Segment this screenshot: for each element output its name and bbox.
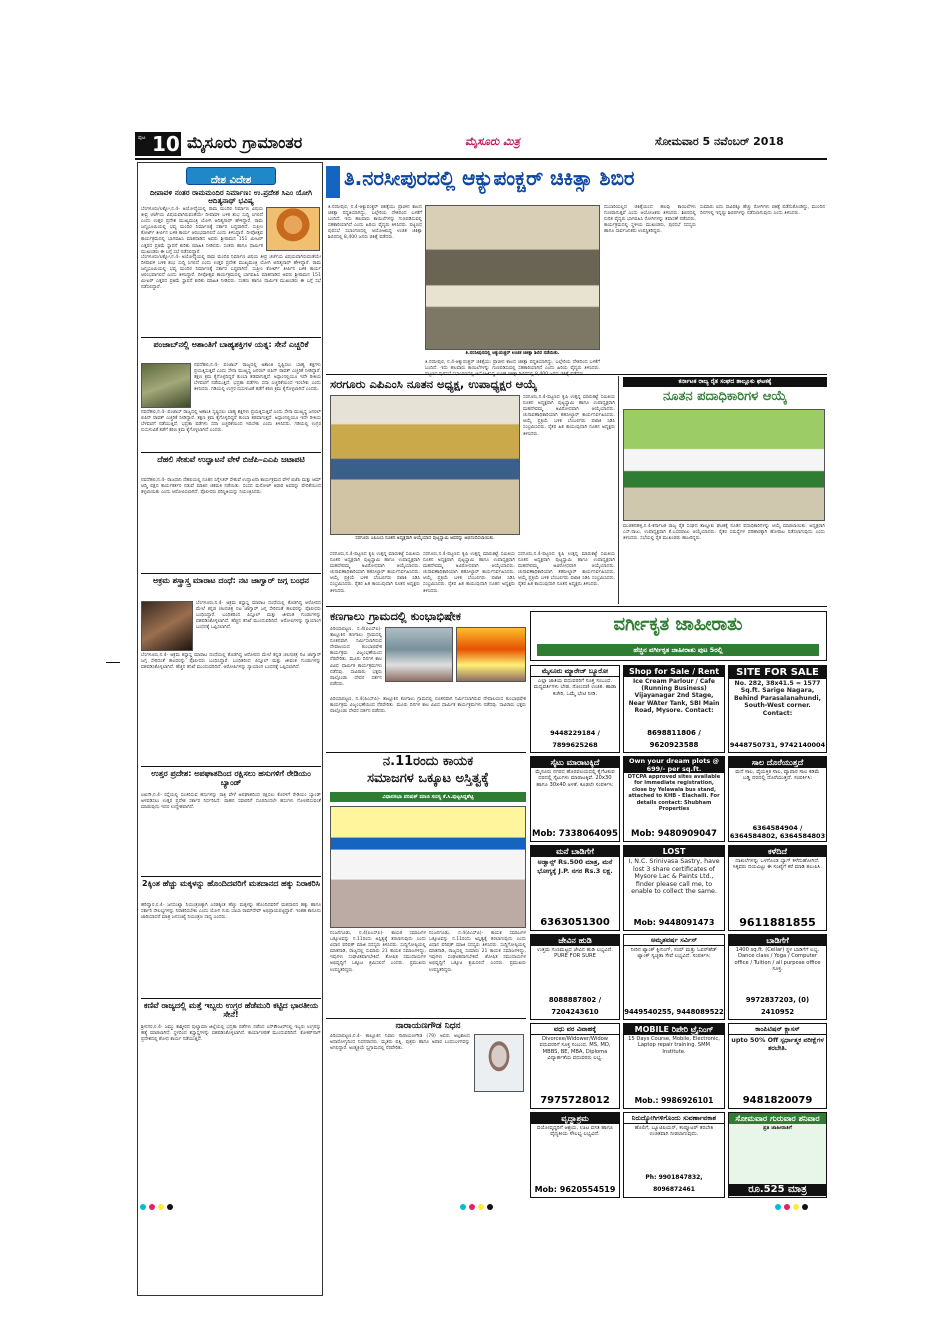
registration-mark [460, 1204, 466, 1210]
story2-photo [141, 363, 191, 408]
ad-phone: 9448229184 / 7899625268 [550, 729, 600, 749]
masthead: ಮೈಸೂರು ಮಿತ್ರ [465, 135, 520, 148]
divider [141, 876, 321, 877]
ad-title: ನಿರುದ್ಯೋಗಿಗಳಿಗೊಂದು ಸುವರ್ಣಾವಕಾಶ [624, 1113, 724, 1124]
classified-ad [623, 1112, 725, 1198]
divider [326, 374, 827, 375]
story4-text: ಬೆಂಗಳೂರು,ನ.4- ಅಕ್ರಮ ಶಸ್ತ್ರಾಸ್ತ್ರ ಮಾರಾಟ ದಂಧೆಯಲ್ಲಿ ತೊಡಗಿದ್ದ ಆರೋಪದ ಮೇಲೆ ಕನ್ನಡ ಚಲನಚಿತ್ರ ನಟ ಜಾಗ್ವಾರ್ ಜಗ್ಗ ಸೇರಿದಂತೆ ಹಲವರನ್ನು ಪೊಲೀಸರು ಬಂಧಿಸಿದ್ದಾರೆ. ಬಂಧಿತರಿಂದ ಪಿಸ್ತೂಲ್ ಮತ್ತು ಜೀವಂತ ಗುಂಡುಗಳನ್ನು ವಶಪಡಿಸಿಕೊಳ್ಳಲಾಗಿದೆ. ಹೆಚ್ಚಿನ ತನಿಖೆ ಮುಂದುವರಿದಿದೆ. ಆರೋಪಿಗಳನ್ನು ನ್ಯಾಯಾಂಗ ಬಂಧನಕ್ಕೆ ಒಪ್ಪಿಸಲಾಗಿದೆ. [196, 601, 321, 631]
classified-ad [530, 756, 620, 842]
main-text-c: ಸುಮಾರು ಐದು ಸಾವಿರಕ್ಕೂ ಹೆಚ್ಚು ರೋಗಿಗಳು ಚಿಕಿತ್ಸೆ ಪಡೆದುಕೊಂಡಿದ್ದು, ಮುಂದಿನ ದಿನಗಳಲ್ಲಿ ಇನ್ನಷ್ಟು ಶಿಬಿರಗಳನ್ನು ನಡೆಸಲಾಗುವುದು ಎಂದು ತಿಳಿಸಿದರು. [700, 205, 825, 217]
sargur-caption: ಸರಗೂರು ಎಪಿಎಂಸಿ ನೂತನ ಅಧ್ಯಕ್ಷರಾಗಿ ಆಯ್ಕೆಯಾದ ಪುಟ್ಟಸ್ವಾಮಿ ಅವರನ್ನು ಅಭಿನಂದಿಸಲಾಯಿತು. [330, 536, 520, 550]
main-text-d: ತಿ.ನರಸೀಪುರ, ನ.4-ಆಕ್ಯುಪಂಕ್ಚರ್ ಚಿಕಿತ್ಸೆಯು ಪ್ರಾಚೀನ ಕಾಲದ ಚಿಕಿತ್ಸಾ ಪದ್ಧತಿಯಾಗಿದ್ದು, ಬಲ್ಗೇರಿಯ ದೇಶದಿಂದ ಬಳಕೆಗೆ ಬಂದಿದೆ. ಇದು ಹಲವಾರು ಕಾಯಿಲೆಗಳನ್ನು ಗುಣಪಡಿಸುವಲ್ಲಿ ಸಹಕಾರಿಯಾಗಿದೆ ಎಂದು ಹಿರಿಯ ವೈದ್ಯರು ತಿಳಿಸಿದರು. [425, 360, 600, 372]
page-number: 10 [152, 132, 180, 156]
ad-title: ಸೈಟು ಮಾರಾಟಕ್ಕಿದೆ [531, 757, 619, 768]
main-photo [425, 205, 600, 350]
page-number-box [135, 132, 181, 156]
sargur-text-c: ಸರಗೂರು,ನ.4-ಪಟ್ಟಣದ ಕೃಷಿ ಉತ್ಪನ್ನ ಮಾರುಕಟ್ಟೆ ಸಮಿತಿಯ ನೂತನ ಅಧ್ಯಕ್ಷರಾಗಿ ಪುಟ್ಟಸ್ವಾಮಿ ಹಾಗೂ ಉಪಾಧ್ಯಕ್ಷರಾಗಿ ಮಹದೇವಮ್ಮ ಅವಿರೋಧವಾಗಿ ಆಯ್ಕೆಯಾದರು. ಚುನಾವಣಾಧಿಕಾರಿಯಾಗಿ ತಹಸೀಲ್ದಾರ್ ಕಾರ್ಯನಿರ್ವಹಿಸಿದರು. ಆಯ್ಕೆ ಪ್ರಕ್ರಿಯೆ ಬಳಿಕ ಬೆಂಬಲಿಗರು ಪಟಾಕಿ ಸಿಡಿಸಿ ಸಂಭ್ರಮಿಸಿದರು. ರೈತರ ಹಿತ ಕಾಯುವುದಾಗಿ ನೂತನ ಅಧ್ಯಕ್ಷರು ತಿಳಿಸಿದರು. [423, 552, 515, 594]
ad-body: ಅಡ್ವಾನ್ಸ್ Rs.500 ಮಾತ್ರ, ಮನೆ ಭೋಗ್ಯಕ್ಕೆ J.P. ನಗರ Rs.3 ಲಕ್ಷ. [537, 858, 613, 875]
sargur-photo [330, 395, 520, 535]
main-headline-box [326, 162, 827, 202]
ad-phone: Mob: 9480909047 [631, 829, 717, 839]
registration-mark [487, 1204, 493, 1210]
ad-phone: Mob.: 9986926101 [634, 1096, 714, 1105]
story5-headline: ಉತ್ತರ ಪ್ರದೇಶ: ಅಪಘಾತದಿಂದ ರಕ್ಷಿಸಲು ಹಸುಗಳಿಗೆ ರೇಡಿಯಂ ಬ್ಯಾಂಡ್ [151, 769, 311, 788]
main-text-b: ದುಬಾರಿಯಲ್ಲದ ಚಿಕಿತ್ಸೆಯಿಂದ ಹಲವು ಕಾಯಿಲೆಗಳು ಗುಣವಾಗುತ್ತವೆ ಎಂದು ಆಯೋಜಕರು ತಿಳಿಸಿದರು. ಶಿಬಿರದಲ್ಲಿ ನುರಿತ ವೈದ್ಯರು ಭಾಗವಹಿಸಿ ರೋಗಿಗಳನ್ನು ತಪಾಸಣೆ ನಡೆಸಿದರು. ಕಾರ್ಯಕ್ರಮದಲ್ಲಿ ಸ್ಥಳೀಯ ಮುಖಂಡರು, ಪುರಸಭೆ ಸದಸ್ಯರು ಹಾಗೂ ಸಾರ್ವಜನಿಕರು ಉಪಸ್ಥಿತರಿದ್ದರು. [604, 205, 696, 235]
main-headline-icon [326, 166, 340, 198]
section-tag-label: ದೇಶ ವಿದೇಶ [210, 175, 252, 186]
ad-phone: Mob: 9620554519 [534, 1185, 616, 1194]
ad-body: Ice Cream Parlour / Cafe (Running Business) Vijayanagar 2nd Stage, Near WAter Tank, SBI Main Road, Mysore. Contact: [628, 678, 720, 714]
ad-phone: 9449540255, 9448089522 [624, 1008, 724, 1016]
divider [141, 766, 321, 767]
kayaka-subhead: ವಿಧಾನಸಭಾ ಪರಿಷತ್ ಮಾಜಿ ಸದಸ್ಯ ಕೆ.ಸಿ.ಪುಟ್ಟಸಿದ್ದಶೆಟ್ಟಿ [330, 792, 526, 802]
ad-title: ಸಾಲ ದೊರೆಯುತ್ತದೆ [729, 757, 826, 768]
ad-body: 1400 sq.ft. (Cellar) ಸ್ಥಳ ಬಾಡಿಗೆಗೆ ಲಭ್ಯ. Dance class / Yoga / Computer office / Tuition / all purpose office ಸೂಕ್ತ. [734, 947, 821, 973]
classified-banner [530, 611, 827, 661]
issue-date: ಸೋಮವಾರ 5 ನವೆಂಬರ್ 2018 [655, 135, 784, 148]
raitha-headline: ನೂತನ ಪದಾಧಿಕಾರಿಗಳ ಆಯ್ಕೆ [662, 389, 788, 404]
ad-body: ನೀರಿನ ಟ್ಯಾಂಕ್ ಕ್ಲೀನಿಂಗ್, ಸಂಪ್ ಮತ್ತು ಓವರ್‌ಹೆಡ್ ಟ್ಯಾಂಕ್ ಸ್ವಚ್ಛತಾ ಸೇವೆ ಲಭ್ಯವಿದೆ. ಸಂಪರ್ಕಿಸಿ: [630, 947, 718, 960]
ad-body: ಉತ್ತಮ ಗುಣಮಟ್ಟದ ಜೇವಿನ ಹುಡಿ ಲಭ್ಯವಿದೆ. PURE FOR SURE [537, 947, 613, 960]
kanagal-text-b: ಪಿರಿಯಾಪಟ್ಟಣ, ನ.4(ಪಿಎಸ್‌ಪಿ)- ತಾಲ್ಲೂಕಿನ ಕಣಗಾಲು ಗ್ರಾಮದಲ್ಲಿ ನೂತನವಾಗಿ ನಿರ್ಮಿಸಲಾಗಿರುವ ದೇವಾಲಯದ ಕುಂಭಾಭಿಷೇಕ ಕಾರ್ಯಕ್ರಮ ವಿಜೃಂಭಣೆಯಿಂದ ನೆರವೇರಿತು. ಮೂರು ದಿನಗಳ ಕಾಲ ವಿವಿಧ ಧಾರ್ಮಿಕ ಕಾರ್ಯಕ್ರಮಗಳು ನಡೆದವು. ಸಾವಿರಾರು ಭಕ್ತರು ಪಾಲ್ಗೊಂಡು ದೇವರ ದರ್ಶನ ಪಡೆದರು. [330, 697, 526, 715]
crop-mark [106, 662, 120, 663]
kanagal-headline: ಕಣಗಾಲು ಗ್ರಾಮದಲ್ಲಿ ಕುಂಭಾಭಿಷೇಕ [330, 609, 461, 623]
story1-headline: ದೀಪಾವಳಿ ನಂತರ ರಾಮಮಂದಿರ ನಿರ್ಮಾಣ: ಉ.ಪ್ರದೇಶ ಸಿಎಂ ಯೋಗಿ ಆದಿತ್ಯನಾಥ್ ಭವಿಷ್ಯ [149, 188, 313, 206]
sargur-text-d: ಸರಗೂರು,ನ.4-ಪಟ್ಟಣದ ಕೃಷಿ ಉತ್ಪನ್ನ ಮಾರುಕಟ್ಟೆ ಸಮಿತಿಯ ನೂತನ ಅಧ್ಯಕ್ಷರಾಗಿ ಪುಟ್ಟಸ್ವಾಮಿ ಹಾಗೂ ಉಪಾಧ್ಯಕ್ಷರಾಗಿ ಮಹದೇವಮ್ಮ ಅವಿರೋಧವಾಗಿ ಆಯ್ಕೆಯಾದರು. ಚುನಾವಣಾಧಿಕಾರಿಯಾಗಿ ತಹಸೀಲ್ದಾರ್ ಕಾರ್ಯನಿರ್ವಹಿಸಿದರು. ಆಯ್ಕೆ ಪ್ರಕ್ರಿಯೆ ಬಳಿಕ ಬೆಂಬಲಿಗರು ಪಟಾಕಿ ಸಿಡಿಸಿ ಸಂಭ್ರಮಿಸಿದರು. ರೈತರ ಹಿತ ಕಾಯುವುದಾಗಿ ನೂತನ ಅಧ್ಯಕ್ಷರು ತಿಳಿಸಿದರು. [518, 552, 615, 588]
classified-ad [530, 665, 620, 753]
kayaka-text-b: ನಂಜನಗೂಡು, ನ.4(ಪಿಎಸ್‌ಪಿ)- ಕಾಯಕ ಸಮಾಜಗಳ ಒಕ್ಕೂಟವನ್ನು ನ.11ರಂದು ಅಸ್ತಿತ್ವಕ್ಕೆ ತರಲಾಗುವುದು ಎಂದು ವಿಧಾನ ಪರಿಷತ್ ಮಾಜಿ ಸದಸ್ಯರು ತಿಳಿಸಿದರು. ಸುದ್ದಿಗೋಷ್ಠಿಯಲ್ಲಿ ಮಾತನಾಡಿ, ರಾಜ್ಯದಲ್ಲಿ ಸುಮಾರು 21 ಕಾಯಕ ಸಮಾಜಗಳಿದ್ದು, ಇವುಗಳು ಸಂಘಟಿತವಾಗಬೇಕಿದೆ. ಶೋಷಿತ ಸಮುದಾಯಗಳ ಅಭಿವೃದ್ಧಿಗೆ ಒಕ್ಕೂಟ ಶ್ರಮಿಸಲಿದೆ ಎಂದರು. ಪ್ರಮುಖರು ಉಪಸ್ಥಿತರಿದ್ದರು. [429, 931, 526, 973]
ad-title: ಮೈಸೂರು ಮ್ಯಾರೇಜ್ ಬ್ಯೂರೋ [531, 666, 619, 677]
story3-headline: ದೆಹಲಿ ಸೇತುವೆ ಉದ್ಘಾಟನೆ ವೇಳೆ ಬಿಜೆಪಿ–ಎಎಪಿ ಜಟಾಪಟಿ [157, 455, 305, 464]
left-column [137, 162, 323, 1296]
ad-body: ಮನೆ ಸಾಲ, ವೈಯಕ್ತಿಕ ಸಾಲ, ವ್ಯಾಪಾರ ಸಾಲ ಕಡಿಮೆ ಬಡ್ಡಿ ದರದಲ್ಲಿ ದೊರೆಯುತ್ತದೆ. ಸಂಪರ್ಕಿಸಿ: [735, 769, 820, 782]
registration-mark [478, 1204, 484, 1210]
story1-photo [266, 207, 320, 251]
ad-title: ಜೇವಿನ ಹುಡಿ [531, 935, 619, 946]
story2-headline: ಪಂಜಾಬ್‌ನಲ್ಲಿ ಅಶಾಂತಿಗೆ ಬಾಹ್ಯಶಕ್ತಿಗಳ ಯತ್ನ: ಸೇನೆ ಎಚ್ಚರಿಕೆ [153, 340, 309, 349]
registration-mark [167, 1204, 173, 1210]
classified-ad [728, 934, 827, 1020]
divider [141, 998, 321, 999]
ad-phone: Ph: 9901847832, 8096872461 [645, 1174, 703, 1193]
classified-ad [623, 756, 725, 842]
classified-ad [623, 845, 725, 931]
story4-text-cont: ಬೆಂಗಳೂರು,ನ.4- ಅಕ್ರಮ ಶಸ್ತ್ರಾಸ್ತ್ರ ಮಾರಾಟ ದಂಧೆಯಲ್ಲಿ ತೊಡಗಿದ್ದ ಆರೋಪದ ಮೇಲೆ ಕನ್ನಡ ಚಲನಚಿತ್ರ ನಟ ಜಾಗ್ವಾರ್ ಜಗ್ಗ ಸೇರಿದಂತೆ ಹಲವರನ್ನು ಪೊಲೀಸರು ಬಂಧಿಸಿದ್ದಾರೆ. ಬಂಧಿತರಿಂದ ಪಿಸ್ತೂಲ್ ಮತ್ತು ಜೀವಂತ ಗುಂಡುಗಳನ್ನು ವಶಪಡಿಸಿಕೊಳ್ಳಲಾಗಿದೆ. ಹೆಚ್ಚಿನ ತನಿಖೆ ಮುಂದುವರಿದಿದೆ. ಆರೋಪಿಗಳನ್ನು ನ್ಯಾಯಾಂಗ ಬಂಧನಕ್ಕೆ ಒಪ್ಪಿಸಲಾಗಿದೆ. [141, 653, 321, 671]
divider [326, 1018, 526, 1019]
divider [141, 337, 321, 338]
ad-phone: 9448750731, 9742140004 [729, 741, 826, 749]
ad-body: ಪ್ರತಿ ಜಾಹೀರಾತಿಗೆ [763, 1125, 792, 1131]
ad-body: DTCPA approved sites available for immediate registration, close by Yelawala bus stand, attached to KHB - Elachalli. For details contact: Shubham Properties [627, 774, 721, 813]
ad-body: upto 50% Off ಸ್ಪರ್ಧಾತ್ಮಕ ಪರೀಕ್ಷೆಗಳ ತರಬೇತಿ. [731, 1036, 824, 1052]
classified-banner-sub: ಹೆಚ್ಚಿನ ವರ್ಗೀಕೃತ ಜಾಹೀರಾತು ಪುಟ 5ರಲ್ಲಿ [537, 644, 819, 656]
story6-headline: 2ಕ್ಕಿಂತ ಹೆಚ್ಚು ಮಕ್ಕಳನ್ನು ಹೊಂದಿದವರಿಗೆ ಮತದಾನದ ಹಕ್ಕು ನಿರಾಕರಿಸಿ [142, 879, 320, 888]
ad-phone: 8088887802 / 7204243610 [548, 996, 602, 1016]
classified-ad [623, 665, 725, 753]
classified-ad [728, 1112, 827, 1198]
kayaka-text-a: ನಂಜನಗೂಡು, ನ.4(ಪಿಎಸ್‌ಪಿ)- ಕಾಯಕ ಸಮಾಜಗಳ ಒಕ್ಕೂಟವನ್ನು ನ.11ರಂದು ಅಸ್ತಿತ್ವಕ್ಕೆ ತರಲಾಗುವುದು ಎಂದು ವಿಧಾನ ಪರಿಷತ್ ಮಾಜಿ ಸದಸ್ಯರು ತಿಳಿಸಿದರು. ಸುದ್ದಿಗೋಷ್ಠಿಯಲ್ಲಿ ಮಾತನಾಡಿ, ರಾಜ್ಯದಲ್ಲಿ ಸುಮಾರು 21 ಕಾಯಕ ಸಮಾಜಗಳಿದ್ದು, ಇವುಗಳು ಸಂಘಟಿತವಾಗಬೇಕಿದೆ. ಶೋಷಿತ ಸಮುದಾಯಗಳ ಅಭಿವೃದ್ಧಿಗೆ ಒಕ್ಕೂಟ ಶ್ರಮಿಸಲಿದೆ ಎಂದರು. ಪ್ರಮುಖರು ಉಪಸ್ಥಿತರಿದ್ದರು. [330, 931, 426, 973]
section-title: ಮೈಸೂರು ಗ್ರಾಮಾಂತರ [187, 133, 303, 152]
story7-text: ಶ್ರೀನಗರ,ನ.4- ಜಮ್ಮು ಕಾಶ್ಮೀರದ ಪುಲ್ವಾಮಾ ಜಿಲ್ಲೆಯಲ್ಲಿ ಭದ್ರತಾ ಪಡೆಗಳು ನಡೆಸಿದ ಎನ್‌ಕೌಂಟರ್‌ನಲ್ಲಿ ಇಬ್ಬರು ಉಗ್ರರನ್ನು ಹತ್ಯೆ ಮಾಡಲಾಗಿದೆ. ಸ್ಥಳದಿಂದ ಶಸ್ತ್ರಾಸ್ತ್ರಗಳನ್ನು ವಶಪಡಿಸಿಕೊಳ್ಳಲಾಗಿದೆ. ಕಾರ್ಯಾಚರಣೆ ಮುಂದುವರಿದಿದೆ. ಕೋಕರ್‌ನಾಗ್ ಪ್ರದೇಶದಲ್ಲಿ ಶೋಧ ಕಾರ್ಯ ನಡೆಯುತ್ತಿದೆ. [141, 1025, 321, 1043]
ad-title: MOBILE ರಿಪೇರಿ ಟ್ರೈನಿಂಗ್ [624, 1024, 724, 1035]
classified-ad [530, 845, 620, 931]
ad-phone: 6364584904 / 6364584802, 6364584803 [729, 824, 826, 840]
raitha-box [618, 376, 827, 604]
ad-phone: ರೂ.525 ಮಾತ್ರ [729, 1184, 826, 1196]
obit-headline: ನಾರಾಯಣಗೌಡ ನಿಧನ [395, 1021, 461, 1031]
registration-mark [802, 1204, 808, 1210]
raitha-text: ಮುಡಕನಹಳ್ಳಿ,ನ.4-ಕರ್ನಾಟಕ ರಾಜ್ಯ ರೈತ ಸಂಘದ ತಾಲ್ಲೂಕು ಘಟಕಕ್ಕೆ ನೂತನ ಪದಾಧಿಕಾರಿಗಳನ್ನು ಆಯ್ಕೆ ಮಾಡಲಾಯಿತು. ಅಧ್ಯಕ್ಷರಾಗಿ ಎಸ್.ರಾಜು, ಉಪಾಧ್ಯಕ್ಷರಾಗಿ ಕೆ.ಬಸವರಾಜು ಆಯ್ಕೆಯಾದರು. ರೈತರ ಸಮಸ್ಯೆಗಳ ಪರಿಹಾರಕ್ಕಾಗಿ ಹೋರಾಟ ನಡೆಸಲಾಗುವುದು ಎಂದು ತಿಳಿಸಿದರು. ಸಭೆಯಲ್ಲಿ ರೈತ ಮುಖಂಡರು ಹಾಜರಿದ್ದರು. [623, 524, 825, 542]
registration-mark [149, 1204, 155, 1210]
sargur-text-b: ಸರಗೂರು,ನ.4-ಪಟ್ಟಣದ ಕೃಷಿ ಉತ್ಪನ್ನ ಮಾರುಕಟ್ಟೆ ಸಮಿತಿಯ ನೂತನ ಅಧ್ಯಕ್ಷರಾಗಿ ಪುಟ್ಟಸ್ವಾಮಿ ಹಾಗೂ ಉಪಾಧ್ಯಕ್ಷರಾಗಿ ಮಹದೇವಮ್ಮ ಅವಿರೋಧವಾಗಿ ಆಯ್ಕೆಯಾದರು. ಚುನಾವಣಾಧಿಕಾರಿಯಾಗಿ ತಹಸೀಲ್ದಾರ್ ಕಾರ್ಯನಿರ್ವಹಿಸಿದರು. ಆಯ್ಕೆ ಪ್ರಕ್ರಿಯೆ ಬಳಿಕ ಬೆಂಬಲಿಗರು ಪಟಾಕಿ ಸಿಡಿಸಿ ಸಂಭ್ರಮಿಸಿದರು. ರೈತರ ಹಿತ ಕಾಯುವುದಾಗಿ ನೂತನ ಅಧ್ಯಕ್ಷರು ತಿಳಿಸಿದರು. [330, 552, 420, 594]
story6-text: ಹರಿದ್ವಾರ,ನ.4- ಜನಸಂಖ್ಯಾ ನಿಯಂತ್ರಣಕ್ಕಾಗಿ ಎರಡಕ್ಕಿಂತ ಹೆಚ್ಚು ಮಕ್ಕಳನ್ನು ಹೊಂದಿದವರಿಗೆ ಮತದಾನದ ಹಕ್ಕು ಹಾಗೂ ಸರ್ಕಾರಿ ಸೌಲಭ್ಯಗಳನ್ನು ನಿರಾಕರಿಸಬೇಕು ಎಂದು ಯೋಗ ಗುರು ಬಾಬಾ ರಾಮ್‌ದೇವ್ ಅಭಿಪ್ರಾಯಪಟ್ಟಿದ್ದಾರೆ. ಇಂತಹ ಕಾನೂನು ಜಾರಿಯಾದರೆ ಮಾತ್ರ ಜನಸಂಖ್ಯೆ ನಿಯಂತ್ರಣ ಸಾಧ್ಯ ಎಂದರು. [141, 903, 321, 921]
ad-body: ಹೊಲಿಗೆ, ಬ್ಯೂಟಿಷಿಯನ್, ಕಂಪ್ಯೂಟರ್ ತರಬೇತಿ ಉಚಿತವಾಗಿ ನೀಡಲಾಗುವುದು. [634, 1125, 714, 1138]
ad-body: ಮೈಸೂರು ನಗರದ ಹೊರವಲಯದಲ್ಲಿ ಕೈಗೆಟಕುವ ದರದಲ್ಲಿ ಸೈಟುಗಳು ಮಾರಾಟಕ್ಕಿವೆ. 20x30 ಹಾಗೂ 30x40 ಅಳತೆ. ಕೂಡಲೇ ಸಂಪರ್ಕಿಸಿ: [535, 769, 615, 788]
classified-ad [530, 1023, 620, 1109]
ad-title: LOST [624, 846, 724, 857]
ad-title: ಸೋಮವಾರ ಗುರುವಾರ ಶನಿವಾರ [729, 1113, 826, 1124]
sargur-headline: ಸರಗೂರು ಎಪಿಎಂಸಿ ನೂತನ ಅಧ್ಯಕ್ಷ, ಉಪಾಧ್ಯಕ್ಷರ ಆಯ್ಕೆ [330, 377, 538, 391]
ad-body: ಎಲ್ಲಾ ಜಾತಿಯ ವಧುವರರಿಗೆ ಸೂಕ್ತ ಸಂಬಂಧ. ಮಧ್ಯವರ್ತಿಗಳು ಬೇಡ. ನೋಂದಣಿ ಉಚಿತ. ಹಾಡಾ ಕಚೇರಿ, ಒಮ್ಮೆ ಭೇಟಿ ನೀಡಿ. [533, 678, 617, 697]
kayaka-headline-2: ಸಮಾಜಗಳ ಒಕ್ಕೂಟ ಅಸ್ತಿತ್ವಕ್ಕೆ [367, 771, 489, 786]
ad-title: ವೃದ್ಧಾಶ್ರಮ [531, 1113, 619, 1124]
registration-mark [140, 1204, 146, 1210]
kanagal-photo-1 [385, 627, 453, 682]
raitha-kicker: ಕರ್ನಾಟಕ ರಾಜ್ಯ ರೈತ ಸಂಘದ ತಾಲ್ಲೂಕು ಘಟಕಕ್ಕೆ [623, 377, 827, 387]
classified-ad [728, 665, 827, 753]
ad-title: ವಧು ವರ ವಿವಾಹಕ್ಕೆ [531, 1024, 619, 1035]
ad-body: ವಯೋವೃದ್ಧರಿಗೆ ಆಶ್ರಯ, ಊಟ ವಸತಿ ಹಾಗೂ ವೈದ್ಯಕೀಯ ಸೌಲಭ್ಯ ಲಭ್ಯವಿದೆ. [537, 1125, 613, 1138]
story2-text-cont: ನವದೆಹಲಿ,ನ.4- ಪಂಜಾಬ್ ರಾಜ್ಯದಲ್ಲಿ ಅಶಾಂತಿ ಸೃಷ್ಟಿಸಲು ಬಾಹ್ಯ ಶಕ್ತಿಗಳು ಪ್ರಯತ್ನಿಸುತ್ತಿವೆ ಎಂದು ಸೇನಾ ಮುಖ್ಯಸ್ಥ ಜನರಲ್ ಬಿಪಿನ್ ರಾವತ್ ಎಚ್ಚರಿಕೆ ನೀಡಿದ್ದಾರೆ. ತಕ್ಷಣ ಕ್ರಮ ಕೈಗೊಳ್ಳದಿದ್ದರೆ ತುಂಬಾ ತಡವಾಗುತ್ತದೆ. ಅಸ್ಸಾಂನಲ್ಲಿಯೂ ಇದೇ ರೀತಿಯ ಬೆಳವಣಿಗೆ ನಡೆಯುತ್ತಿದೆ. ಭದ್ರತಾ ಪಡೆಗಳು ಸದಾ ಎಚ್ಚರಿಕೆಯಿಂದ ಇರಬೇಕು ಎಂದು ತಿಳಿಸಿದರು. ಗಡಿಯಲ್ಲಿ ಉಗ್ರರ ನುಸುಳುವಿಕೆ ತಡೆಗೆ ಕಠಿಣ ಕ್ರಮ ಕೈಗೊಳ್ಳಲಾಗಿದೆ ಎಂದರು. [141, 410, 321, 434]
ad-phone: 9611881855 [739, 916, 816, 929]
divider [326, 752, 526, 753]
classified-ad [728, 1023, 827, 1109]
story5-text: ಲಖನೌ,ನ.4- ರಸ್ತೆಯಲ್ಲಿ ಸಂಚರಿಸುವ ಹಸುಗಳನ್ನು ರಾತ್ರಿ ವೇಳೆ ಅಪಘಾತದಿಂದ ರಕ್ಷಿಸಲು ಕೊರಳಿಗೆ ರೇಡಿಯಂ ಬ್ಯಾಂಡ್ ಅಳವಡಿಸಲು ಉತ್ತರ ಪ್ರದೇಶ ಸರ್ಕಾರ ನಿರ್ಧರಿಸಿದೆ. ವಾಹನ ಸವಾರರಿಗೆ ದೂರದಿಂದಲೇ ಹಸುಗಳು ಗೋಚರಿಸುವಂತೆ ಮಾಡುವುದು ಇದರ ಉದ್ದೇಶವಾಗಿದೆ. [141, 793, 321, 811]
divider [141, 452, 321, 453]
story2-text: ನವದೆಹಲಿ,ನ.4- ಪಂಜಾಬ್ ರಾಜ್ಯದಲ್ಲಿ ಅಶಾಂತಿ ಸೃಷ್ಟಿಸಲು ಬಾಹ್ಯ ಶಕ್ತಿಗಳು ಪ್ರಯತ್ನಿಸುತ್ತಿವೆ ಎಂದು ಸೇನಾ ಮುಖ್ಯಸ್ಥ ಜನರಲ್ ಬಿಪಿನ್ ರಾವತ್ ಎಚ್ಚರಿಕೆ ನೀಡಿದ್ದಾರೆ. ತಕ್ಷಣ ಕ್ರಮ ಕೈಗೊಳ್ಳದಿದ್ದರೆ ತುಂಬಾ ತಡವಾಗುತ್ತದೆ. ಅಸ್ಸಾಂನಲ್ಲಿಯೂ ಇದೇ ರೀತಿಯ ಬೆಳವಣಿಗೆ ನಡೆಯುತ್ತಿದೆ. ಭದ್ರತಾ ಪಡೆಗಳು ಸದಾ ಎಚ್ಚರಿಕೆಯಿಂದ ಇರಬೇಕು ಎಂದು ತಿಳಿಸಿದರು. ಗಡಿಯಲ್ಲಿ ಉಗ್ರರ ನುಸುಳುವಿಕೆ ತಡೆಗೆ ಕಠಿಣ ಕ್ರಮ ಕೈಗೊಳ್ಳಲಾಗಿದೆ ಎಂದರು. [194, 363, 321, 393]
story1-text: ಬೆಂಗಳೂರು/ಲಕ್ನೋ,ನ.4- ಅಯೋಧ್ಯೆಯಲ್ಲಿ ರಾಮ ಮಂದಿರ ನಿರ್ಮಾಣ ವಿಷಯ ತೀವ್ರ ಚರ್ಚೆಯ ವಿಷಯವಾಗಿರುವಂತೆಯೇ ದೀಪಾವಳಿ ಬಳಿಕ ಶುಭ ಸುದ್ದಿ ಸಿಗಲಿದೆ ಎಂದು ಉತ್ತರ ಪ್ರದೇಶ ಮುಖ್ಯಮಂತ್ರಿ ಯೋಗಿ ಆದಿತ್ಯನಾಥ್ ಹೇಳಿದ್ದಾರೆ. ರಾಮ ಜನ್ಮಭೂಮಿಯಲ್ಲಿ ಭವ್ಯ ಮಂದಿರ ನಿರ್ಮಾಣಕ್ಕೆ ಸರ್ಕಾರ ಬದ್ಧವಾಗಿದೆ. ಸುಪ್ರೀಂ ಕೋರ್ಟ್ ತೀರ್ಪಿನ ಬಳಿಕ ಕಾರ್ಯ ಆರಂಭವಾಗಲಿದೆ ಎಂದು ತಿಳಿಸಿದ್ದಾರೆ. ದೀಪೋತ್ಸವ ಕಾರ್ಯಕ್ರಮದಲ್ಲಿ ಭಾಗವಹಿಸಿ ಮಾತನಾಡಿದ ಅವರು ಶ್ರೀರಾಮನ 151 ಮೀಟರ್ ಎತ್ತರದ ಪ್ರತಿಮೆ ಸ್ಥಾಪನೆ ಕುರಿತು ಮಾಹಿತಿ ನೀಡಿದರು. ಸಂತರು ಹಾಗೂ ಧಾರ್ಮಿಕ ಮುಖಂಡರು ಈ ಬಗ್ಗೆ ಸಭೆ ನಡೆಸಲಿದ್ದಾರೆ. [141, 207, 263, 255]
ad-body: I, N.C. Srinivasa Sastry, have lost 3 share certificates of Mysore Lac & Paints Ltd., finder please call me, to enable to collect the same. [628, 858, 720, 895]
sargur-text-a: ಸರಗೂರು,ನ.4-ಪಟ್ಟಣದ ಕೃಷಿ ಉತ್ಪನ್ನ ಮಾರುಕಟ್ಟೆ ಸಮಿತಿಯ ನೂತನ ಅಧ್ಯಕ್ಷರಾಗಿ ಪುಟ್ಟಸ್ವಾಮಿ ಹಾಗೂ ಉಪಾಧ್ಯಕ್ಷರಾಗಿ ಮಹದೇವಮ್ಮ ಅವಿರೋಧವಾಗಿ ಆಯ್ಕೆಯಾದರು. ಚುನಾವಣಾಧಿಕಾರಿಯಾಗಿ ತಹಸೀಲ್ದಾರ್ ಕಾರ್ಯನಿರ್ವಹಿಸಿದರು. ಆಯ್ಕೆ ಪ್ರಕ್ರಿಯೆ ಬಳಿಕ ಬೆಂಬಲಿಗರು ಪಟಾಕಿ ಸಿಡಿಸಿ ಸಂಭ್ರಮಿಸಿದರು. ರೈತರ ಹಿತ ಕಾಯುವುದಾಗಿ ನೂತನ ಅಧ್ಯಕ್ಷರು ತಿಳಿಸಿದರು. [523, 395, 615, 437]
ad-body: 15 Days Course, Mobile, Electronic, Laptop repair training. SMM Institute. [628, 1036, 720, 1055]
classified-ad [530, 934, 620, 1020]
classified-banner-title: ವರ್ಗೀಕೃತ ಜಾಹೀರಾತು [613, 614, 743, 635]
ad-title: ಬಾಡಿಗೆಗೆ [729, 935, 826, 946]
divider [326, 606, 827, 607]
registration-mark [158, 1204, 164, 1210]
header-rule [135, 158, 827, 160]
obit-text: ಪಿರಿಯಾಪಟ್ಟಣ,ನ.4- ತಾಲ್ಲೂಕಿನ ನಿವಾಸಿ ನಾರಾಯಣಗೌಡ (79) ಅವರು ಅಲ್ಪಕಾಲದ ಅನಾರೋಗ್ಯದಿಂದ ನಿಧನರಾದರು. ಮೃತರು ಪತ್ನಿ, ಪುತ್ರರು ಹಾಗೂ ಅಪಾರ ಬಂಧುಬಳಗವನ್ನು ಅಗಲಿದ್ದಾರೆ. ಅಂತ್ಯಕ್ರಿಯೆ ಸ್ವಗ್ರಾಮದಲ್ಲಿ ನೆರವೇರಿತು. [330, 1034, 470, 1052]
story1-text-cont: ಬೆಂಗಳೂರು/ಲಕ್ನೋ,ನ.4- ಅಯೋಧ್ಯೆಯಲ್ಲಿ ರಾಮ ಮಂದಿರ ನಿರ್ಮಾಣ ವಿಷಯ ತೀವ್ರ ಚರ್ಚೆಯ ವಿಷಯವಾಗಿರುವಂತೆಯೇ ದೀಪಾವಳಿ ಬಳಿಕ ಶುಭ ಸುದ್ದಿ ಸಿಗಲಿದೆ ಎಂದು ಉತ್ತರ ಪ್ರದೇಶ ಮುಖ್ಯಮಂತ್ರಿ ಯೋಗಿ ಆದಿತ್ಯನಾಥ್ ಹೇಳಿದ್ದಾರೆ. ರಾಮ ಜನ್ಮಭೂಮಿಯಲ್ಲಿ ಭವ್ಯ ಮಂದಿರ ನಿರ್ಮಾಣಕ್ಕೆ ಸರ್ಕಾರ ಬದ್ಧವಾಗಿದೆ. ಸುಪ್ರೀಂ ಕೋರ್ಟ್ ತೀರ್ಪಿನ ಬಳಿಕ ಕಾರ್ಯ ಆರಂಭವಾಗಲಿದೆ ಎಂದು ತಿಳಿಸಿದ್ದಾರೆ. ದೀಪೋತ್ಸವ ಕಾರ್ಯಕ್ರಮದಲ್ಲಿ ಭಾಗವಹಿಸಿ ಮಾತನಾಡಿದ ಅವರು ಶ್ರೀರಾಮನ 151 ಮೀಟರ್ ಎತ್ತರದ ಪ್ರತಿಮೆ ಸ್ಥಾಪನೆ ಕುರಿತು ಮಾಹಿತಿ ನೀಡಿದರು. ಸಂತರು ಹಾಗೂ ಧಾರ್ಮಿಕ ಮುಖಂಡರು ಈ ಬಗ್ಗೆ ಸಭೆ ನಡೆಸಲಿದ್ದಾರೆ. [141, 255, 321, 291]
main-headline: ತಿ.ನರಸೀಪುರದಲ್ಲಿ ಆಕ್ಯುಪಂಕ್ಚರ್ ಚಿಕಿತ್ಸಾ ಶಿಬಿರ [344, 166, 635, 190]
story4-photo [141, 601, 193, 651]
section-tag [186, 167, 276, 185]
obit-photo [474, 1034, 524, 1092]
classified-ad [728, 845, 827, 931]
registration-mark [784, 1204, 790, 1210]
classified-ad [728, 756, 827, 842]
ad-phone: Mob: 7338064095 [532, 829, 618, 839]
classified-ad [530, 1112, 620, 1198]
classified-ad [623, 1023, 725, 1109]
ad-body: Divorcee/Widower/Widow ವಧುವರರಿಗೆ ಸೂಕ್ತ ಸಂಬಂಧ. MS, MD, MBBS, BE, MBA, Diploma ವಿದ್ಯಾರ್ಹತೆಯ ವಧುವರರು ಲಭ್ಯ. [539, 1036, 611, 1062]
kayaka-photo [330, 806, 526, 928]
page-prefix: ಪುಟ [138, 135, 146, 141]
story3-text: ನವದೆಹಲಿ,ನ.4- ರಾಜಧಾನಿ ದೆಹಲಿಯಲ್ಲಿ ನೂತನ ಸಿಗ್ನೇಚರ್ ಸೇತುವೆ ಉದ್ಘಾಟನಾ ಕಾರ್ಯಕ್ರಮದ ವೇಳೆ ಬಿಜೆಪಿ ಮತ್ತು ಆಮ್ ಆದ್ಮಿ ಪಕ್ಷದ ಕಾರ್ಯಕರ್ತರ ನಡುವೆ ಮಾತಿನ ಚಕಮಕಿ ನಡೆಯಿತು. ಸಂಸದ ಮನೋಜ್ ತಿವಾರಿ ಅವರನ್ನು ವೇದಿಕೆಯಿಂದ ತಳ್ಳಲಾಯಿತು ಎಂದು ಆರೋಪಿಸಲಾಗಿದೆ. ಪೊಲೀಸರು ಪರಿಸ್ಥಿತಿಯನ್ನು ನಿಯಂತ್ರಿಸಿದರು. [141, 478, 321, 496]
ad-title: ಕಾಂಪಿಟಿಷನ್ ಕ್ಲಾಸಸ್ [729, 1024, 826, 1035]
ad-body: ದಾಖಲೆಗಳನ್ನು ಒಳಗೊಂಡ ಬ್ಯಾಗ್ ಕಳೆದುಹೋಗಿದೆ. ಸಿಕ್ಕವರು ದಯವಿಟ್ಟು ಈ ಸಂಖ್ಯೆಗೆ ಕರೆ ಮಾಡಿ ತಲುಪಿಸಿ. [733, 858, 822, 871]
kanagal-photo-2 [456, 627, 526, 682]
story4-headline: ಅಕ್ರಮ ಶಸ್ತ್ರಾಸ್ತ್ರ ಮಾರಾಟ ದಂಧೆ: ನಟ ಜಾಗ್ವಾರ್ ಜಗ್ಗ ಬಂಧನ [153, 576, 309, 585]
divider [141, 573, 321, 574]
ad-title: ಕಳೆದಿದೆ [729, 846, 826, 857]
ad-title: ಅಮೃತವರ್ಷ ಸರ್ವಿಸ್ [624, 935, 724, 946]
ad-title: SITE FOR SALE [729, 666, 826, 679]
kayaka-headline-1: ನ.11ರಂದು ಕಾಯಕ [382, 754, 474, 769]
ad-phone: Mob: 9448091473 [633, 918, 715, 927]
ad-title: Shop for Sale / Rent [624, 666, 724, 677]
ad-phone: 7975728012 [540, 1095, 610, 1106]
raitha-photo [623, 409, 825, 521]
classified-ad [623, 934, 725, 1020]
story7-headline: ಕಣಿವೆ ರಾಜ್ಯದಲ್ಲಿ ಮತ್ತೆ ಇಬ್ಬರು ಉಗ್ರರ ಹೆಡೆಮುರಿ ಕಟ್ಟಿದ ಭಾರತೀಯ ಸೇನೆ! [143, 1001, 319, 1020]
registration-mark [793, 1204, 799, 1210]
ad-phone: 9972837203, (0) 2410952 [745, 996, 810, 1016]
registration-mark [775, 1204, 781, 1210]
ad-phone: 9481820079 [742, 1095, 813, 1106]
main-photo-caption: ತಿ.ನರಸೀಪುರದಲ್ಲಿ ಆಕ್ಯುಪಂಕ್ಚರ್ ಉಚಿತ ಚಿಕಿತ್ಸಾ ಶಿಬಿರ ನಡೆಯಿತು. [425, 350, 600, 358]
ad-body: No. 282, 38x41.5 = 1577 Sq.ft. Sarige Nagara, Behind Parasalanahundi, South-West corner. Contact: [733, 680, 822, 717]
ad-phone: 8698811806 / 9620923588 [647, 729, 701, 749]
kanagal-text-a: ಪಿರಿಯಾಪಟ್ಟಣ, ನ.4(ಪಿಎಸ್‌ಪಿ)- ತಾಲ್ಲೂಕಿನ ಕಣಗಾಲು ಗ್ರಾಮದಲ್ಲಿ ನೂತನವಾಗಿ ನಿರ್ಮಿಸಲಾಗಿರುವ ದೇವಾಲಯದ ಕುಂಭಾಭಿಷೇಕ ಕಾರ್ಯಕ್ರಮ ವಿಜೃಂಭಣೆಯಿಂದ ನೆರವೇರಿತು. ಮೂರು ದಿನಗಳ ಕಾಲ ವಿವಿಧ ಧಾರ್ಮಿಕ ಕಾರ್ಯಕ್ರಮಗಳು ನಡೆದವು. ಸಾವಿರಾರು ಭಕ್ತರು ಪಾಲ್ಗೊಂಡು ದೇವರ ದರ್ಶನ ಪಡೆದರು. [330, 627, 382, 687]
registration-mark [469, 1204, 475, 1210]
ad-phone: 6363051300 [540, 917, 610, 928]
main-text-a: ತಿ.ನರಸೀಪುರ, ನ.4-ಆಕ್ಯುಪಂಕ್ಚರ್ ಚಿಕಿತ್ಸೆಯು ಪ್ರಾಚೀನ ಕಾಲದ ಚಿಕಿತ್ಸಾ ಪದ್ಧತಿಯಾಗಿದ್ದು, ಬಲ್ಗೇರಿಯ ದೇಶದಿಂದ ಬಳಕೆಗೆ ಬಂದಿದೆ. ಇದು ಹಲವಾರು ಕಾಯಿಲೆಗಳನ್ನು ಗುಣಪಡಿಸುವಲ್ಲಿ ಸಹಕಾರಿಯಾಗಿದೆ ಎಂದು ಹಿರಿಯ ವೈದ್ಯರು ತಿಳಿಸಿದರು. ಪಟ್ಟಣದ ಪುರಸಭೆ ಸಭಾಂಗಣದಲ್ಲಿ ಆಯೋಜಿಸಿದ್ದ ಉಚಿತ ಚಿಕಿತ್ಸಾ ಶಿಬಿರದಲ್ಲಿ 8,400 ಜನರು ಚಿಕಿತ್ಸೆ ಪಡೆದರು. [328, 205, 422, 241]
ad-title: Own your dream plots @ 699/- per sq.ft. [624, 757, 724, 773]
ad-title: ಮನೆ ಬಾಡಿಗೆಗೆ [531, 846, 619, 857]
page-header [135, 130, 827, 158]
